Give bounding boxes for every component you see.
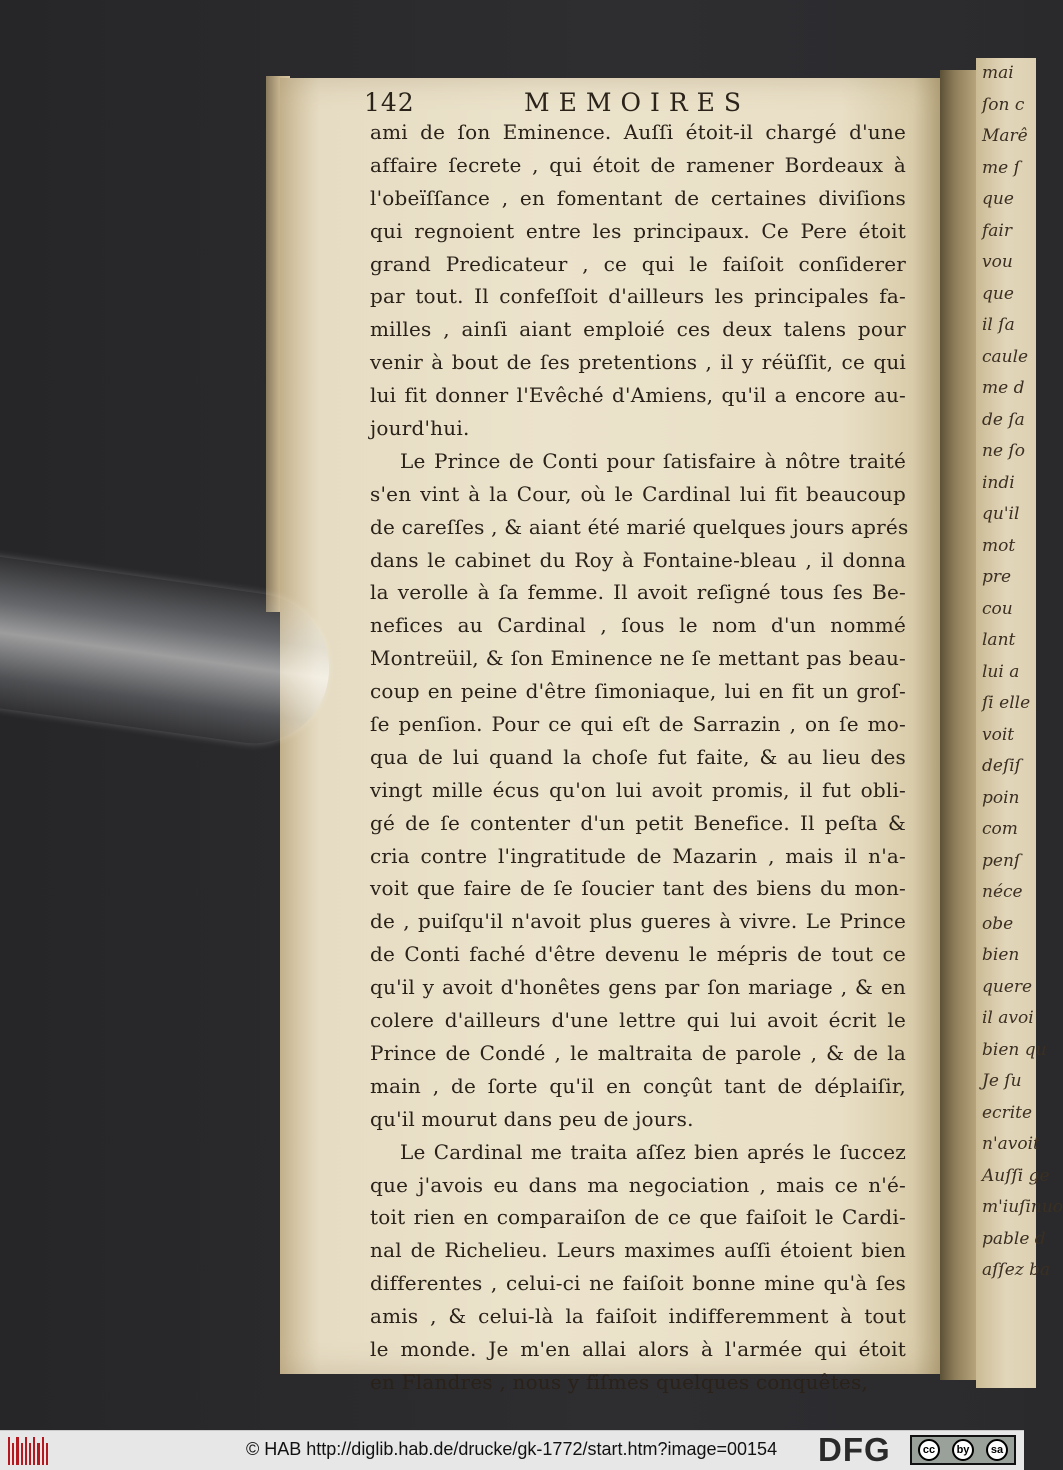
- next-page-line: il avoi: [982, 1008, 1034, 1028]
- text-line: Le Prince de Conti pour ſatisfaire à nôtre traité: [400, 448, 906, 473]
- next-page-line: caule: [982, 346, 1029, 367]
- text-line: dans le cabinet du Roy à Fontaine-bleau , il donna: [370, 547, 906, 572]
- attribution-link[interactable]: © HAB http://diglib.hab.de/drucke/gk-1772/start.htm?image=00154: [246, 1439, 778, 1459]
- next-page-line: ecrite: [982, 1102, 1033, 1123]
- text-line: en Flandres , nous y fiſmes quelques conquêtes,: [370, 1369, 868, 1394]
- text-line: l'obeïſſance , en fomentant de certaines diviſions: [370, 185, 906, 210]
- text-line: toit rien en comparaiſon de ce que faiſoit le Cardi-: [370, 1205, 906, 1230]
- next-page-line: penſ: [982, 850, 1021, 871]
- text-line: nefices au Cardinal , ſous le nom d'un nommé: [370, 613, 906, 638]
- text-line: differentes , celui-ci ne faiſoit bonne mine qu'à ſes: [370, 1271, 906, 1296]
- next-page-line: cou: [982, 598, 1013, 619]
- next-page-line: bien qu: [982, 1039, 1047, 1060]
- next-page-line: me ſ: [982, 157, 1020, 178]
- next-page-line: ne ſo: [982, 441, 1025, 461]
- next-page-line: pable d: [982, 1228, 1046, 1249]
- text-line: voit que faire de ſe ſoucier tant des biens du mon-: [370, 876, 906, 901]
- next-page-line: voit: [982, 724, 1015, 745]
- next-page-line: ſon c: [982, 94, 1025, 115]
- running-title: MEMOIRES: [524, 88, 751, 117]
- next-page-line: aſſez ba: [982, 1260, 1051, 1280]
- next-page-line: de ſa: [982, 409, 1025, 430]
- text-line: qu'il mourut dans peu de jours.: [370, 1106, 694, 1131]
- next-page-line: bien: [982, 945, 1020, 965]
- next-page-line: que: [982, 189, 1014, 209]
- next-page-line: quere: [982, 976, 1033, 997]
- next-page-line: Je ſu: [982, 1071, 1022, 1091]
- next-page-line: obe: [982, 913, 1014, 934]
- page-number: 142: [364, 88, 415, 117]
- text-line: la verolle à ſa femme. Il avoit reſigné tous ſes Be-: [370, 580, 906, 605]
- next-page-line: néce: [982, 882, 1023, 902]
- next-page-line: que: [982, 283, 1014, 304]
- text-line: de careſſes , & aiant été marié quelques jours aprés: [370, 514, 909, 539]
- next-page-line: n'avoit: [982, 1134, 1040, 1154]
- next-page-line: indi: [982, 472, 1015, 493]
- text-line: ſe penſion. Pour ce qui eſt de Sarrazin , on ſe mo-: [370, 712, 906, 737]
- text-line: qua de lui quand la choſe fut faite, & au lieu des: [370, 744, 906, 769]
- next-page-line: mai: [982, 63, 1014, 83]
- text-line: qui regnoient entre les principaux. Ce Pere étoit: [370, 218, 906, 243]
- text-line: ami de ſon Eminence. Auſſi étoit-il chargé d'une: [370, 120, 906, 144]
- text-line: jourd'hui.: [370, 416, 470, 441]
- next-page-line: fair: [982, 220, 1012, 241]
- text-line: Montreüil, & ſon Eminence ne ſe mettant pas beau-: [370, 646, 906, 671]
- next-page-line: vou: [982, 252, 1013, 272]
- text-line: milles , ainſi aiant emploié ces deux talens pour: [370, 317, 906, 342]
- text-line: de Conti faché d'être devenu le mépris de tout ce: [370, 942, 906, 967]
- by-icon: by: [952, 1439, 974, 1461]
- next-page-line: Auſſi ge: [982, 1165, 1050, 1186]
- book-gutter: [940, 70, 976, 1380]
- footer-bar: [0, 1430, 1024, 1470]
- text-line: que j'avois eu dans ma negociation , mais ce n'é-: [370, 1172, 906, 1197]
- next-page-line: com: [982, 819, 1018, 839]
- cc-license-badge[interactable]: [910, 1435, 1016, 1465]
- text-line: affaire ſecrete , qui étoit de ramener Bordeaux à: [370, 152, 906, 177]
- next-page-line: m'iuſinuo: [982, 1197, 1063, 1217]
- next-page-line: Marê: [982, 126, 1028, 146]
- text-line: coup en peine d'être ſimoniaque, lui en fit un groſ-: [370, 679, 906, 704]
- next-page-line: poin: [982, 787, 1020, 808]
- text-line: vingt mille écus qu'on lui avoit promis, il fut obli-: [370, 777, 906, 802]
- next-page-line: pre: [982, 567, 1012, 587]
- dfg-logo[interactable]: DFG: [818, 1431, 891, 1468]
- text-line: qu'il y avoit d'honêtes gens par ſon mariage , & en: [370, 975, 906, 1000]
- next-page-fragment: [976, 58, 1063, 1388]
- text-line: amis , & celui-là la faiſoit indifferemment à tout: [370, 1304, 906, 1329]
- next-page-line: lant: [982, 630, 1016, 650]
- cc-icon: cc: [918, 1439, 940, 1461]
- text-line: venir à bout de ſes pretentions , il y réüſſit, ce qui: [370, 350, 906, 375]
- next-page-line: il ſa: [982, 315, 1015, 335]
- text-line: de , puiſqu'il n'avoit plus gueres à vivre. Le Prince: [370, 909, 906, 934]
- text-line: Prince de Condé , le maltraita de parole , & de la: [370, 1040, 906, 1065]
- next-page-line: qu'il: [982, 504, 1020, 524]
- text-line: colere d'ailleurs d'une lettre qui lui avoit écrit le: [370, 1008, 906, 1033]
- text-line: nal de Richelieu. Leurs maximes auſſi étoient bien: [370, 1238, 906, 1263]
- text-line: lui fit donner l'Evêché d'Amiens, qu'il a encore au-: [370, 383, 906, 408]
- hab-logo-icon[interactable]: [8, 1437, 48, 1465]
- text-line: s'en vint à la Cour, où le Cardinal lui fit beaucoup: [370, 481, 906, 506]
- text-line: main , de ſorte qu'il en conçût tant de déplaiſir,: [370, 1073, 906, 1098]
- text-line: le monde. Je m'en allai alors à l'armée qui étoit: [370, 1336, 906, 1361]
- text-line: cria contre l'ingratitude de Mazarin , mais il n'a-: [370, 843, 906, 868]
- page-text: [370, 116, 909, 1399]
- text-line: grand Predicateur , ce qui le faiſoit conſiderer: [370, 251, 906, 276]
- next-page-line: ſi elle: [982, 693, 1031, 713]
- next-page-line: mot: [982, 535, 1016, 556]
- sa-icon: sa: [986, 1439, 1008, 1461]
- text-line: gé de ſe contenter d'un petit Benefice. Il peſta &: [370, 810, 906, 835]
- next-page-line: lui a: [982, 661, 1020, 682]
- text-line: par tout. Il confeſſoit d'ailleurs les principales fa-: [370, 284, 906, 309]
- next-page-line: me d: [982, 378, 1025, 398]
- next-page-line: deſiſ: [982, 756, 1021, 776]
- text-line: Le Cardinal me traita aſſez bien aprés le ſuccez: [400, 1139, 906, 1164]
